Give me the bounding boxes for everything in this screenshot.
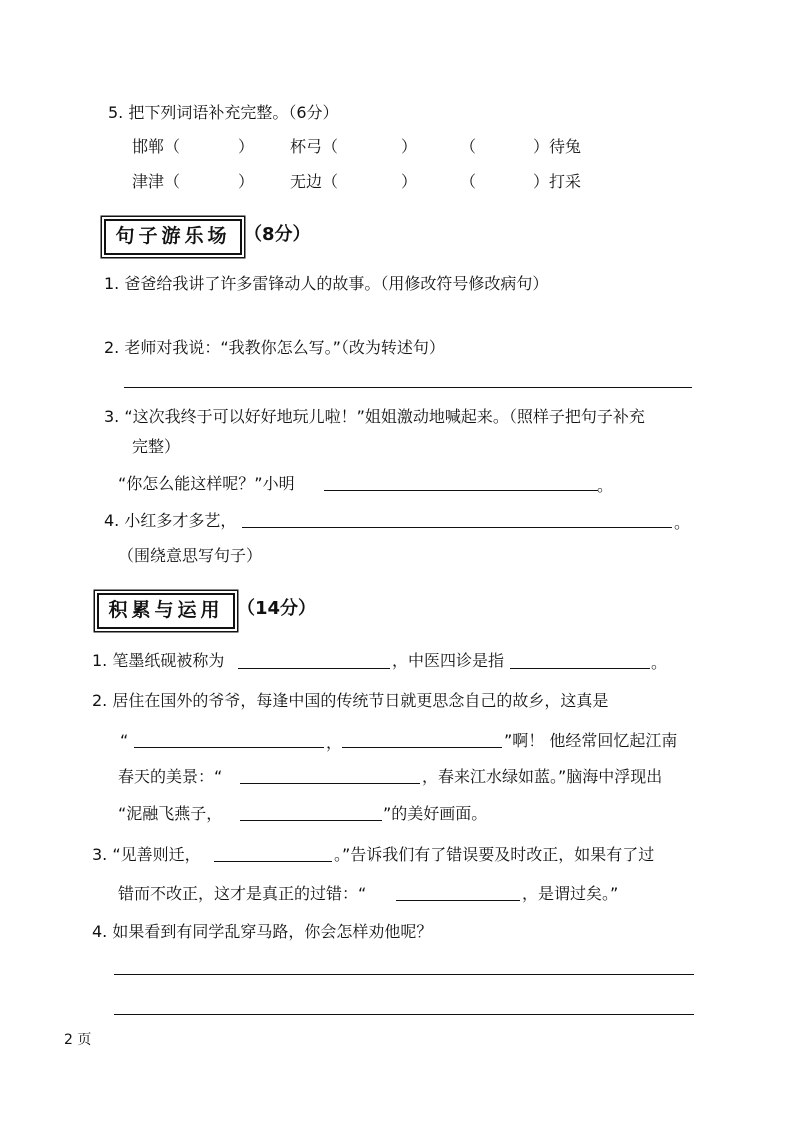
s1-q1: 1. 爸爸给我讲了许多雷锋动人的故事。（用修改符号修改病句）	[104, 274, 549, 293]
s1-q3-line2: 完整）	[132, 437, 181, 456]
q5-blank-3-open: （	[460, 137, 477, 156]
s1-q4-hint: （围绕意思写句子）	[118, 546, 263, 565]
s2-q1-b: ，中医四诊是指	[392, 651, 505, 670]
s2-q2-line1: 2. 居住在国外的爷爷，每逢中国的传统节日就更思念自己的故乡，这真是	[92, 691, 609, 710]
s2-q1-blank-2[interactable]	[510, 668, 650, 669]
q5-word-5: 无边（	[290, 172, 339, 191]
s1-q4-end: 。	[674, 513, 691, 532]
q5-blank-6-open: （	[460, 172, 477, 191]
s2-q2-comma: ，	[326, 733, 343, 752]
s2-q3-line2-a: 错而不改正，这才是真正的过错：“	[118, 884, 367, 903]
s2-q1-c: 。	[651, 653, 668, 672]
q5-blank-5-close: ）	[401, 172, 418, 191]
s1-q2-answer-line[interactable]	[124, 387, 692, 388]
s1-q3-answer-line[interactable]	[324, 490, 598, 491]
s2-q3-line1-a: 3. “见善则迁，	[92, 845, 201, 864]
q5-word-3: ）待兔	[533, 137, 582, 156]
s1-q3-line1: 3. “这次我终于可以好好地玩儿啦！”姐姐激动地喊起来。（照样子把句子补充	[104, 407, 645, 426]
s2-q2-blank-2[interactable]	[342, 747, 502, 748]
q5-title: 5. 把下列词语补充完整。（6分）	[108, 103, 339, 122]
s2-q2-line3-a: 春天的美景：“	[118, 767, 223, 786]
s2-q2-line2-end: ”啊！ 他经常回忆起江南	[504, 731, 678, 750]
s1-q3-example: “你怎么能这样呢？”小明	[118, 474, 295, 493]
s1-q4: 4. 小红多才多艺，	[104, 511, 237, 530]
s2-q4-answer-line-2[interactable]	[114, 1014, 694, 1015]
section-title-accumulation: 积累与运用	[97, 593, 235, 629]
q5-blank-1-close: ）	[238, 137, 255, 156]
s1-q4-answer-line[interactable]	[242, 527, 672, 528]
s2-q4: 4. 如果看到有同学乱穿马路，你会怎样劝他呢？	[92, 922, 433, 941]
s2-q3-blank-1[interactable]	[214, 861, 332, 862]
page-number: 2 页	[64, 1032, 92, 1048]
s2-q2-open-quote: “	[120, 731, 129, 750]
s2-q2-blank-1[interactable]	[134, 747, 324, 748]
section-score-accumulation: （14分）	[237, 598, 317, 619]
s1-q3-end: 。	[597, 476, 614, 495]
s2-q2-line4-a: “泥融飞燕子，	[118, 804, 223, 823]
s1-q2: 2. 老师对我说：“我教你怎么写。”（改为转述句）	[104, 338, 445, 357]
s2-q3-line2-b: ，是谓过矣。”	[522, 884, 619, 903]
s2-q2-line3-b: ，春来江水绿如蓝。”脑海中浮现出	[422, 767, 663, 786]
s2-q1-blank-1[interactable]	[238, 668, 390, 669]
s2-q4-answer-line-1[interactable]	[114, 974, 694, 975]
s2-q1-a: 1. 笔墨纸砚被称为	[92, 651, 225, 670]
q5-word-4: 津津（	[132, 172, 181, 191]
section-score-sentences: （8分）	[244, 224, 311, 245]
s2-q2-blank-3[interactable]	[240, 783, 420, 784]
q5-blank-2-close: ）	[401, 137, 418, 156]
s2-q2-line4-b: ”的美好画面。	[383, 804, 488, 823]
q5-word-1: 邯郸（	[132, 137, 181, 156]
q5-blank-4-close: ）	[238, 172, 255, 191]
q5-word-2: 杯弓（	[290, 137, 339, 156]
s2-q3-line1-b: 。”告诉我们有了错误要及时改正，如果有了过	[334, 845, 655, 864]
section-title-sentences: 句子游乐场	[104, 219, 242, 255]
s2-q2-blank-4[interactable]	[240, 820, 382, 821]
q5-word-6: ）打采	[533, 172, 582, 191]
s2-q3-blank-2[interactable]	[396, 900, 520, 901]
